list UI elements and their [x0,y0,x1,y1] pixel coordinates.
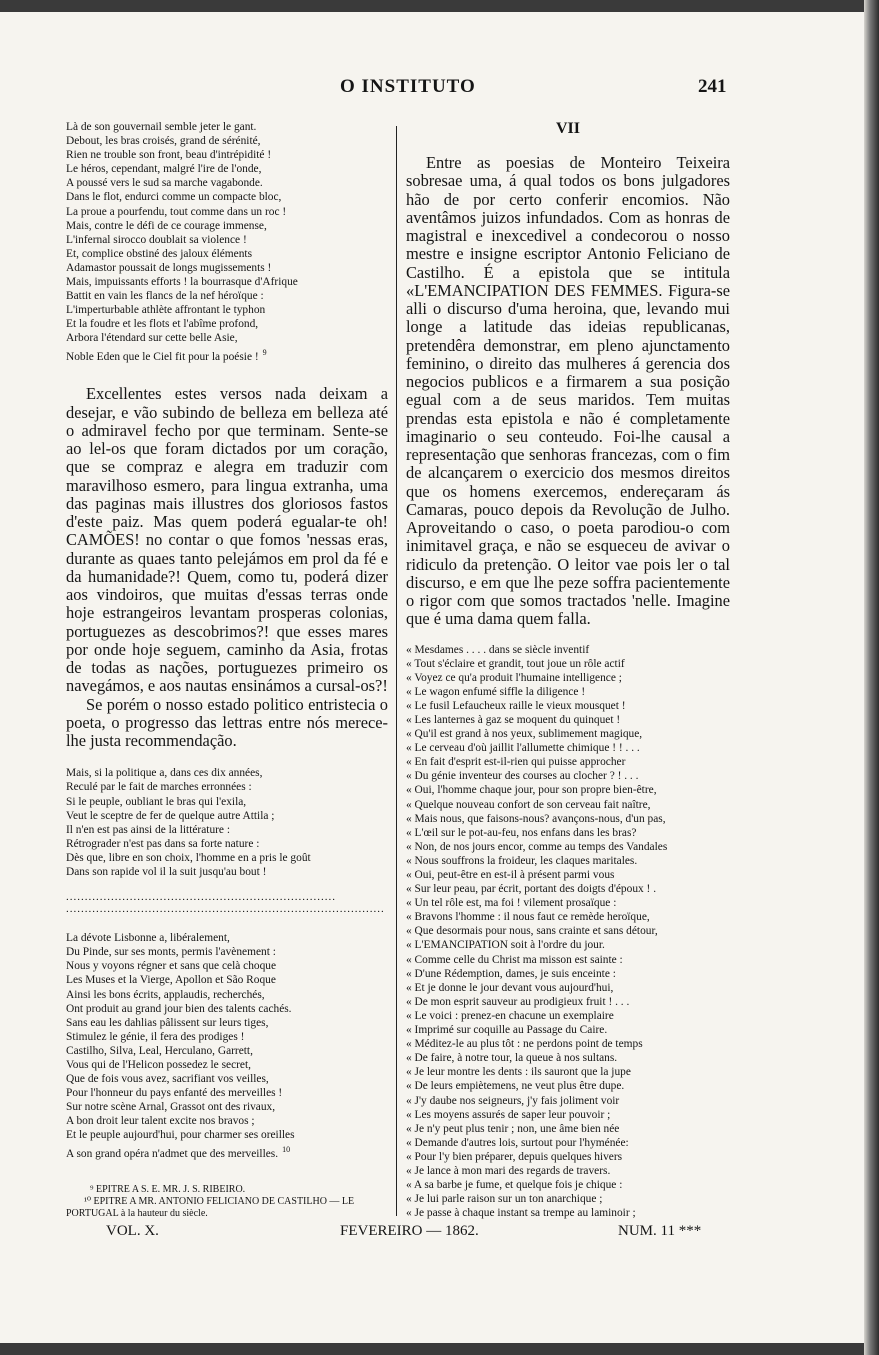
verse-line: « De mon esprit sauveur au prodigieux fruit ! . . . [406,995,630,1008]
verse-line: « D'une Rédemption, dames, je suis enceinte : [406,967,616,980]
verse-line: Si le peuple, oubliant le bras qui l'exila, [66,795,247,808]
footnote: ⁹ EPITRE A S. E. MR. J. S. RIBEIRO. [90,1184,246,1196]
verse-line: « Je passe à chaque instant sa trempe au laminoir ; [406,1207,636,1220]
verse-line: « En fait d'esprit est-il-rien qui puisse approcher [406,756,626,769]
french-verse-3 [66,931,388,1160]
ellipsis-line: ..................................................................................... [66,903,385,916]
footnote-marker: 10 [282,1144,291,1154]
verse-line: Reculé par le fait de marches erronnées : [66,781,252,794]
verse-line: Adamastor poussait de longs mugissements ! [66,261,272,274]
verse-line: « Méditez-le au plus tôt : ne perdons point de temps [406,1038,643,1051]
verse-line: Dès que, libre en son choix, l'homme en a pris le goût [66,851,311,864]
footnote: PORTUGAL à la hauteur du siècle. [66,1208,208,1220]
verse-line: L'infernal sirocco doublait sa violence ! [66,233,247,246]
verse-line: « Qu'il est grand à nos yeux, sublimement magique, [406,728,643,741]
footnote-marker: 9 [262,347,267,357]
verse-line: Dans le flot, endurci comme un compacte bloc, [66,191,282,204]
verse-line: « Je n'y peut plus tenir ; non, une âme bien née [406,1122,620,1135]
volume-label: VOL. X. [106,1223,159,1239]
verse-line: Du Pinde, sur ses monts, permis l'avènement : [66,946,276,959]
verse-line: « L'EMANCIPATION soit à l'ordre du jour. [406,939,605,952]
journal-title: O INSTITUTO [340,76,476,97]
verse-line: Veut le sceptre de fer de quelque autre Attila ; [66,809,275,822]
verse-line: Le héros, cependant, malgré l'ire de l'onde, [66,163,262,176]
verse-line: La dévote Lisbonne a, libéralement, [66,932,230,945]
verse-line: « Oui, peut-être en est-il à présent parmi vous [406,869,615,881]
verse-line: Et, complice obstiné des jaloux éléments [66,247,252,260]
french-verse-1 [66,120,388,363]
verse-line: Que de fois vous avez, sacrifiant vos veilles, [66,1073,269,1086]
verse-line: « Le fusil Lefaucheux raille le vieux mousquet ! [406,699,626,712]
verse-line: « Mais nous, que faisons-nous? avançons-nous, d'un pas, [406,812,666,825]
verse-line: A son grand opéra n'admet que des merveilles. [66,1147,279,1160]
verse-line: « Je leur montre les dents : ils sauront que la jupe [406,1066,631,1079]
section-heading: VII [555,120,580,137]
verse-line: « Mesdames . . . . dans se siècle inventif [406,643,590,656]
verse-line: Sur notre scène Arnal, Grassot ont des rivaux, [66,1101,276,1114]
verse-line: « De leurs empiètemens, ne veut plus être dupe. [406,1080,625,1093]
verse-line: « Je lance à mon mari des regards de travers. [406,1164,611,1177]
verse-line: Là de son gouvernail semble jeter le gant. [66,121,257,133]
verse-line: « Le cerveau d'où jaillit l'allumette chimique ! ! . . . [406,742,640,755]
ellipsis-line: ........................................................................ [66,891,336,904]
right-prose [406,154,730,629]
verse-line: Et la foudre et les flots et l'abîme profond, [66,318,259,331]
verse-line: « Non, de nos jours encor, comme au temps des Vandales [406,840,668,853]
page-edge [864,0,879,1355]
verse-line: « Le wagon enfumé siffle la diligence ! [406,685,586,698]
right-column [406,120,730,1220]
verse-line: Ainsi les bons écrits, applaudis, recherchés, [66,988,265,1001]
footnotes [66,1184,388,1220]
verse-line: « Bravons l'homme : il nous faut ce remède heroïque, [406,911,650,924]
verse-line: « Un tel rôle est, ma foi ! vilement prosaïque : [406,897,617,910]
verse-line: « Nous souffrons la froideur, les claques maritales. [406,854,638,867]
prose-paragraph: Se porém o nosso estado politico entristecia o poeta, o progresso das lettras entre nós merece-lhe justa recommendação. [66,694,388,751]
left-prose [66,385,388,750]
verse-line: Mais, si la politique a, dans ces dix années, [66,767,263,780]
verse-line: Sans eau les dahlias pâlissent sur leurs tiges, [66,1016,269,1029]
verse-line: « Que desormais pour nous, sans crainte et sans détour, [406,925,658,938]
verse-line: Rétrograder n'est pas dans sa forte nature : [66,837,260,850]
footnote: ¹⁰ EPITRE A MR. ANTONIO FELICIANO DE CASTILHO — LE [84,1196,355,1208]
verse-line: Il n'en est pas ainsi de la littérature : [66,823,230,836]
verse-line: « Je lui parle raison sur un ton anarchique ; [406,1193,603,1206]
verse-line: « Quelque nouveau confort de son cerveau fait naître, [406,798,651,811]
verse-line: « Du génie inventeur des courses au clocher ? ! . . . [406,770,639,783]
left-column [66,120,388,1220]
verse-line: « Et je donne le jour devant vous aujourd'hui, [406,981,614,994]
verse-line: « Tout s'éclaire et grandit, tout joue un rôle actif [406,657,625,670]
verse-line: La proue a pourfendu, tout comme dans un roc ! [66,205,287,218]
verse-line: Rien ne trouble son front, beau d'intrépidité ! [66,149,272,162]
verse-line: « J'y daube nos seigneurs, j'y fais joliment voir [406,1094,620,1107]
verse-line: « Oui, l'homme chaque jour, pour son propre bien-être, [406,784,657,797]
verse-line: Castilho, Silva, Leal, Herculano, Garrett, [66,1044,253,1057]
verse-line: Stimulez le génie, il fera des prodiges ! [66,1030,245,1043]
emancipation-verse [406,643,730,1221]
verse-line: « Pour l'y bien préparer, depuis quelques hivers [406,1150,623,1163]
verse-line: Les Muses et la Vierge, Apollon et São Roque [66,974,276,987]
page [0,12,864,1343]
verse-line: Pour l'honneur du pays enfanté des merveilles ! [66,1087,283,1100]
verse-line: A bon droit leur talent excite nos bravos ; [66,1115,255,1128]
verse-line: Nous y voyons régner et sans que celà choque [66,960,277,973]
verse-line: A poussé vers le sud sa marche vagabonde. [66,177,263,190]
verse-line: « Demande d'autres lois, surtout pour l'hyménée: [406,1136,629,1149]
verse-line: « A sa barbe je fume, et quelque fois je chique : [406,1179,623,1192]
page-footer [106,1223,706,1243]
prose-paragraph: Excellentes estes versos nada deixam a desejar, e vão subindo de belleza em belleza até o admiravel fecho por que terminam. Sente-se ao lel-os que foram dictados por um coração, que se compraz e alegra em traduzir com maravilhoso esmero, para lingua extranha, uma das paginas mais illustres dos gloriosos fastos d'este paiz. Mas quem poderá egualar-te oh! CAMÕES! no contar o que fomos 'nessas eras, durante as quaes tanto pelejámos em prol da fé e da humanidade?! Quem, como tu, poderá dizer aos vindoiros, que muitas d'essas terras onde hoje estrangeiros levantam prosperas colonias, portuguezes as descobrimos?! que esses mares por onde hoje seguem, caminho da Asia, frotas de todas as nações, portuguezes primeiro os navegámos, e aos nautas ensinámos a cursal-os?! [66,384,388,696]
prose-paragraph: Entre as poesias de Monteiro Teixeira sobresae uma, á qual todos os bons julgadores hão de por certo conferir encomios. Não aventâmos juizos infundados. Com as honras de magistral e inexcedivel a condecorou o nosso mestre e insigne escriptor Antonio Feliciano de Castilho. É a epistola que se intitula «L'EMANCIPATION DES FEMMES. Figura-se alli o discurso d'uma heroina, que, levando mui longe a latitude das ideias republicanas, pretendêra demonstrar, em pleno ajunctamento feminino, o direito das mulheres á gerencia dos negocios publicos e a firmarem a sua posição egual com a de seus maridos. Tem muitas prendas esta epistola e não é completamente imaginario o seu conteudo. Foi-lhe causal a representação que senhoras francezas, com o fim de alcançarem o exercicio dos mesmos direitos que os homens exercemos, endereçaram ás Camaras, pouco depois da Revolução de Julho. Aproveitando o caso, o poeta parodiou-o com inimitavel graça, e não se esqueceu de avivar o ridiculo da pretenção. O leitor vae pois ler o tal discurso, e em que lhe peze soffra pacientemente o rigor com que somos tractados 'nelle. Imagine que é uma dama quem falla. [406,153,730,629]
verse-line: Battit en vain les flancs de la nef héroïque : [66,290,264,303]
verse-line: « De faire, à notre tour, la queue à nos sultans. [406,1052,618,1065]
issue-number: NUM. 11 *** [618,1223,702,1239]
french-verse-2 [66,766,388,879]
verse-line: « Imprimé sur coquille au Passage du Caire. [406,1024,608,1037]
verse-line: « Sur leur peau, par écrit, portant des doigts d'époux ! . [406,883,657,896]
verse-line: Mais, impuissants efforts ! la bourrasque d'Afrique [66,276,298,289]
verse-line: « Le voici : prenez-en chacune un exemplaire [406,1009,614,1022]
page-number: 241 [698,76,727,97]
column-divider [396,126,397,1216]
verse-line: Dans son rapide vol il la suit jusqu'au bout ! [66,866,267,879]
verse-line: Vous qui de l'Helicon possedez le secret, [66,1058,251,1071]
verse-line: Arbora l'étendard sur cette belle Asie, [66,332,238,345]
verse-line: « Comme celle du Christ ma misson est sainte : [406,953,623,966]
verse-line: Mais, contre le défi de ce courage immense, [66,219,267,232]
verse-line: L'imperturbable athlète affrontant le typhon [66,304,266,317]
verse-line: Et le peuple aujourd'hui, pour charmer ses oreilles [66,1129,295,1142]
verse-line: Debout, les bras croisés, grand de sérénité, [66,135,261,148]
verse-line: « L'œil sur le pot-au-feu, nos enfans dans les bras? [406,826,637,839]
verse-line: « Les moyens assurés de saper leur pouvoir ; [406,1108,611,1121]
issue-date: FEVEREIRO — 1862. [340,1223,479,1239]
running-header [0,76,864,106]
verse-line: « Les lanternes à gaz se moquent du quinquet ! [406,713,621,726]
verse-line: Noble Eden que le Ciel fit pour la poésie ! [66,350,259,363]
verse-line: Ont produit au grand jour bien des talents cachés. [66,1002,292,1015]
verse-line: « Voyez ce qu'a produit l'humaine intelligence ; [406,671,622,684]
